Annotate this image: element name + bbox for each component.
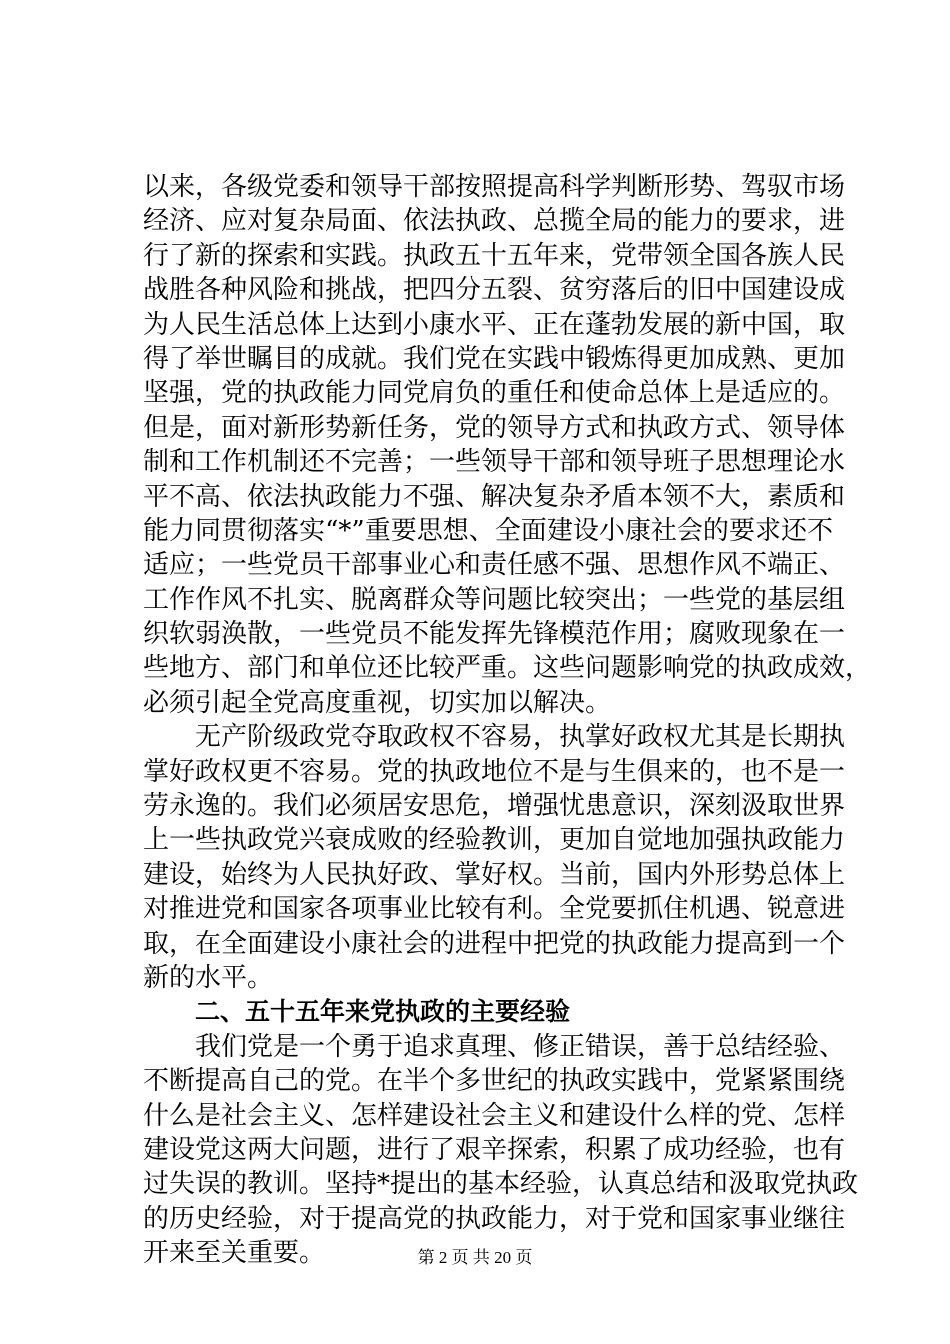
text-line: 以来，各级党委和领导干部按照提高科学判断形势、驾驭市场 <box>143 172 846 202</box>
text-line: 织软弱涣散，一些党员不能发挥先锋模范作用；腐败现象在一 <box>143 619 846 650</box>
text-line: 对推进党和国家各项事业比较有利。全党要抓住机遇、锐意进 <box>143 894 846 925</box>
text-line: 为人民生活总体上达到小康水平、正在蓬勃发展的新中国，取 <box>143 309 846 340</box>
text-line: 得了举世瞩目的成就。我们党在实践中锻炼得更加成熟、更加 <box>143 343 846 374</box>
text-line: 我们党是一个勇于追求真理、修正错误，善于总结经验、 <box>195 1031 846 1062</box>
text-line: 建设党这两大问题，进行了艰辛探索，积累了成功经验，也有 <box>143 1134 846 1165</box>
paragraph-3 <box>143 1030 859 1271</box>
text-line: 掌好政权更不容易。党的执政地位不是与生俱来的，也不是一 <box>143 756 846 787</box>
text-line: 上一些执政党兴衰成败的经验教训，更加自觉地加强执政能力 <box>143 825 846 856</box>
text-line: 劳永逸的。我们必须居安思危，增强忧患意识，深刻汲取世界 <box>143 791 846 822</box>
text-line: 适应；一些党员干部事业心和责任感不强、思想作风不端正、 <box>143 550 846 581</box>
text-line: 取，在全面建设小康社会的进程中把党的执政能力提高到一个 <box>143 928 846 959</box>
page-number: 第 2 页 共 20 页 <box>417 1248 533 1267</box>
text-line: 过失误的教训。坚持*提出的基本经验，认真总结和汲取党执政 <box>143 1169 859 1200</box>
text-line: 工作作风不扎实、脱离群众等问题比较突出；一些党的基层组 <box>143 584 846 615</box>
text-line: 行了新的探索和实践。执政五十五年来，党带领全国各族人民 <box>143 240 846 271</box>
text-line: 但是，面对新形势新任务，党的领导方式和执政方式、领导体 <box>143 412 846 443</box>
paragraph-1 <box>143 170 872 720</box>
text-line: 经济、应对复杂局面、依法执政、总揽全局的能力的要求，进 <box>143 206 846 237</box>
text-line: 不断提高自己的党。在半个多世纪的执政实践中，党紧紧围绕 <box>143 1066 846 1097</box>
text-line: 战胜各种风险和挑战，把四分五裂、贫穷落后的旧中国建设成 <box>143 275 846 306</box>
text-line: 什么是社会主义、怎样建设社会主义和建设什么样的党、怎样 <box>143 1100 846 1131</box>
text-line: 坚强，党的执政能力同党肩负的重任和使命总体上是适应的。 <box>143 378 846 409</box>
text-line: 建设，始终为人民执好政、掌好权。当前，国内外形势总体上 <box>143 859 846 890</box>
text-line: 能力同贯彻落实“*”重要思想、全面建设小康社会的要求还不 <box>143 515 833 546</box>
text-line: 开来至关重要。 <box>143 1238 326 1269</box>
text-line: 无产阶级政党夺取政权不容易，执掌好政权尤其是长期执 <box>195 722 846 753</box>
text-line: 些地方、部门和单位还比较严重。这些问题影响党的执政成效， <box>143 653 872 684</box>
text-line: 平不高、依法执政能力不强、解决复杂矛盾本领不大，素质和 <box>143 481 846 512</box>
text-line: 制和工作机制还不完善；一些领导干部和领导班子思想理论水 <box>143 447 846 478</box>
text-line: 必须引起全党高度重视，切实加以解决。 <box>143 687 612 718</box>
section-heading: 二、五十五年来党执政的主要经验 <box>195 997 571 1027</box>
document-body <box>143 170 872 1271</box>
paragraph-2 <box>143 720 846 995</box>
text-line: 新的水平。 <box>143 962 274 993</box>
text-line: 的历史经验，对于提高党的执政能力，对于党和国家事业继往 <box>143 1203 846 1234</box>
